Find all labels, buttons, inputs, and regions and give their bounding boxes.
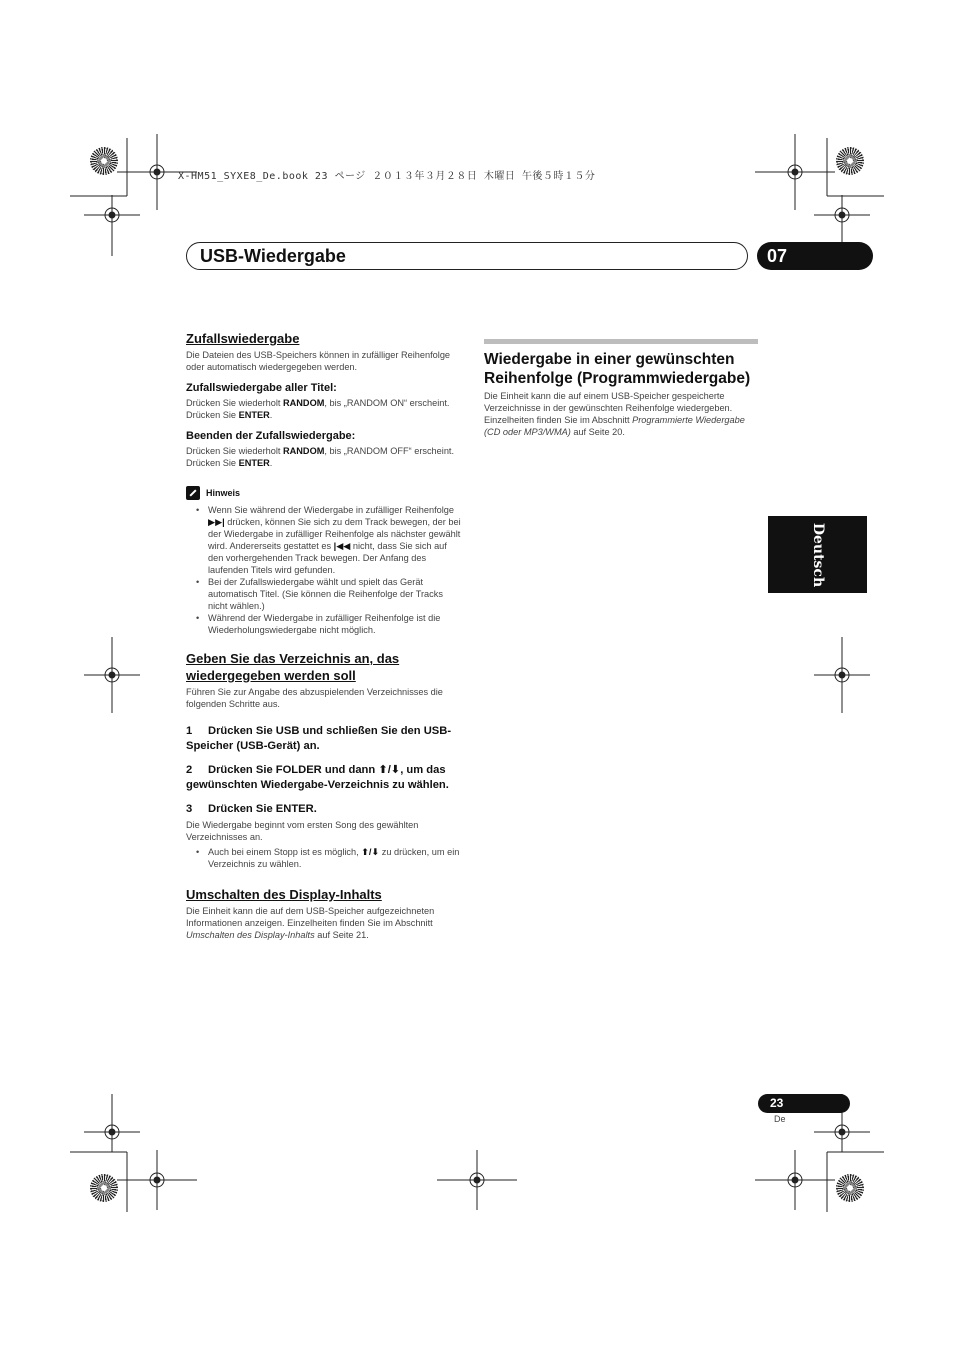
list-item: • Wenn Sie während der Wiedergabe in zufälliger Reihenfolge ▶▶| drücken, können Sie sich zu dem Track bewegen, der bei der Wiedergabe in zufälliger Reihenfolge als nächster gewählt wird. Andererseits gestattet es |◀◀ nicht, dass Sie sich auf den vorhergehenden Track bewegen. Der Anfang des laufenden Titels wird gefunden. — [208, 504, 464, 576]
section-rule — [484, 339, 758, 344]
book-file-info: X-HM51_SYXE8_De.book 23 ページ ２０１３年３月２８日 木曜日 午後５時１５分 — [178, 171, 596, 182]
section-intro: Führen Sie zur Angabe des abzuspielenden Verzeichnisses die folgenden Schritte aus. — [186, 687, 443, 709]
instruction-shuffle-off: Drücken Sie wiederholt RANDOM, bis „RANDOM OFF“ erscheint. Drücken Sie ENTER. — [186, 446, 455, 468]
list-item: • Während der Wiedergabe in zufälliger Reihenfolge ist die Wiederholungswiedergabe nicht möglich. — [208, 612, 464, 636]
up-down-arrow-icon: ⬆/⬇ — [361, 847, 380, 857]
list-item: • Bei der Zufallswiedergabe wählt und spielt das Gerät automatisch Titel. (Sie können die Reihenfolge der Tracks nicht wählen.) — [208, 576, 464, 612]
step-2: 2 Drücken Sie FOLDER und dann ⬆/⬇, um das gewünschten Wiedergabe-Verzeichnis zu wählen. — [186, 764, 449, 791]
previous-track-icon: |◀◀ — [333, 541, 351, 551]
step-1: 1 Drücken Sie USB und schließen Sie den USB-Speicher (USB-Gerät) an. — [186, 725, 452, 752]
section-title-display: Umschalten des Display-Inhalts — [186, 887, 382, 902]
section-title-shuffle: Zufallswiedergabe — [186, 331, 300, 346]
right-column — [484, 339, 758, 438]
language-label: Deutsch — [809, 522, 826, 587]
list-item: • Auch bei einem Stopp ist es möglich, ⬆/⬇ zu drücken, um ein Verzeichnis zu wählen. — [208, 846, 464, 870]
next-track-icon: ▶▶| — [208, 517, 225, 527]
subheading-shuffle-all: Zufallswiedergabe aller Titel: — [186, 382, 337, 394]
instruction-shuffle-on: Drücken Sie wiederholt RANDOM, bis „RANDOM ON“ erscheint. Drücken Sie ENTER. — [186, 398, 450, 420]
section-body: Die Einheit kann die auf einem USB-Speicher gespeicherte Verzeichnisse in der gewünschten Reihenfolge wiedergeben. Einzelheiten finden Sie im Abschnitt Programmierte Wiedergabe (CD oder MP3/WMA) auf Seite 20. — [484, 391, 745, 437]
step-3: 3 Drücken Sie ENTER. — [186, 803, 317, 815]
page-language-code: De — [774, 1114, 786, 1124]
note-header — [186, 486, 464, 500]
chapter-number-badge: 07 — [757, 242, 873, 270]
note-label: Hinweis — [206, 488, 241, 498]
step-3-result: Die Wiedergabe beginnt vom ersten Song des gewählten Verzeichnisses an. — [186, 820, 419, 842]
step-notes — [186, 846, 464, 870]
chapter-header — [186, 242, 748, 270]
pencil-note-icon — [186, 486, 200, 500]
page-number: 23 — [758, 1094, 850, 1113]
section-title-program: Wiedergabe in einer gewünschten Reihenfolge (Programmwiedergabe) — [484, 351, 751, 387]
chapter-title: USB-Wiedergabe — [200, 246, 346, 266]
section-title-folder: Geben Sie das Verzeichnis an, das wiedergegeben werden soll — [186, 651, 400, 683]
section-intro: Die Dateien des USB-Speichers können in zufälliger Reihenfolge oder automatisch wiedergegeben werden. — [186, 350, 451, 372]
up-down-arrow-icon: ⬆/⬇ — [378, 764, 401, 776]
subheading-shuffle-end: Beenden der Zufallswiedergabe: — [186, 430, 356, 442]
language-tab — [768, 516, 867, 593]
section-body: Die Einheit kann die auf dem USB-Speicher aufgezeichneten Informationen anzeigen. Einzelheiten finden Sie im Abschnitt Umschalten des Display-Inhalts auf Seite 21. — [186, 906, 435, 940]
note-list — [186, 504, 464, 636]
left-column — [186, 330, 464, 941]
